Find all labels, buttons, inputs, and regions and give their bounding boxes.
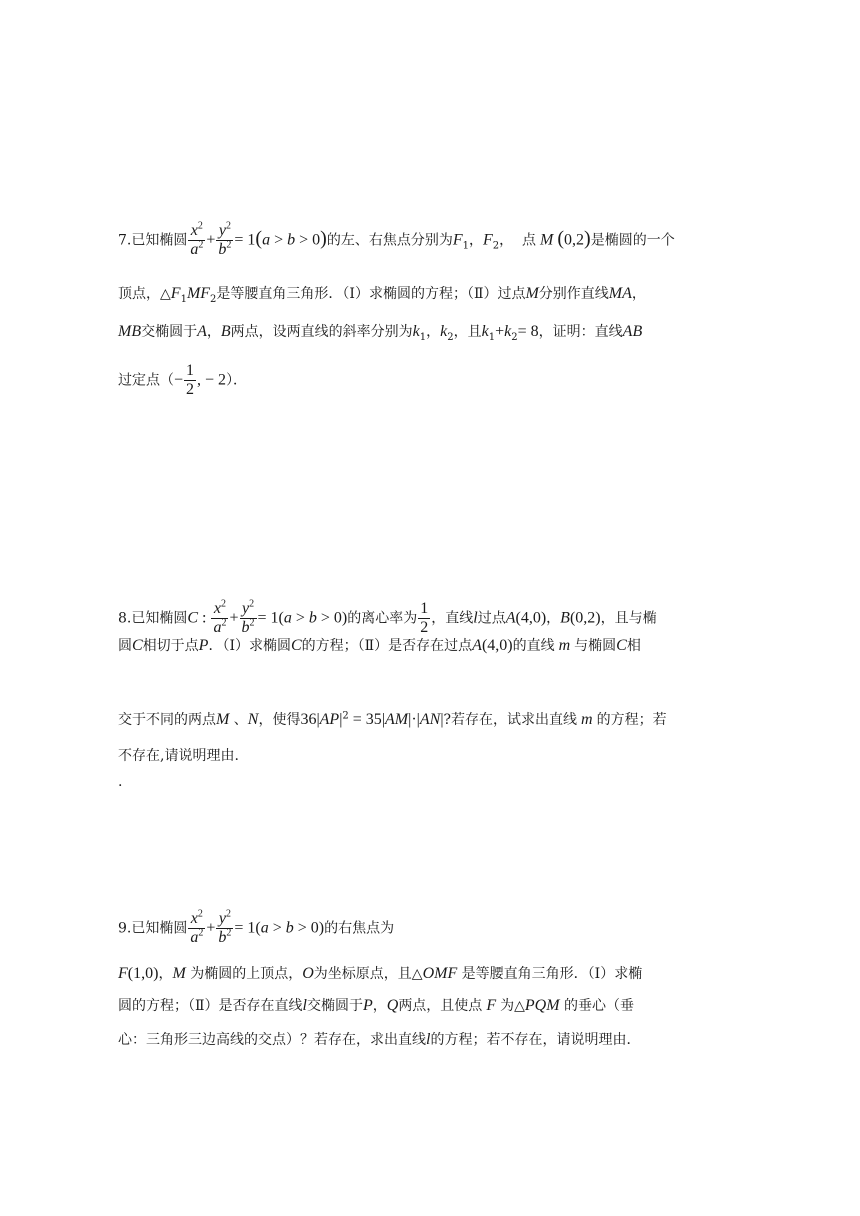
- problem-8-line-2: 圆C相切于点P．（Ⅰ）求椭圆C的方程；（Ⅱ）是否存在过点A(4,0)的直线 m 与椭圆C相: [118, 637, 641, 654]
- problem-7-line-2: 顶点，$\triangle F_1MF_2$是等腰直角三角形．（Ⅰ）求椭圆的方程；（Ⅱ）过点M分别作直线MA，: [118, 285, 646, 305]
- problem-8-line-1: 8.已知椭圆C : $\frac{x^2}{a^2}$ + $\frac{y^2}{b^2}$ = 1(a > b > 0)的离心率为 $\frac{1}{2}$ ，直线l过点A(4,0)，B(0,2)，且与椭: [118, 598, 657, 636]
- fraction-y2-b2: $\frac{y^2}{b^2}$: [241, 598, 255, 636]
- problem-9-line-2: F(1,0)，M 为椭圆的上顶点，O为坐标原点，且△OMF 是等腰直角三角形．（Ⅰ）求椭: [118, 965, 643, 982]
- problem-8-line-3: 交于不同的两点M 、N，使得$36|AP|^2 = 35|AM|\cdot|AN|$?若存在，试求出直线 m 的方程；若: [118, 710, 667, 728]
- problem-7-line-3: MB交椭圆于A，B两点，设两直线的斜率分别为$k_1$，$k_2$，且$k_1+k_2= 8$，证明：直线AB: [118, 323, 643, 343]
- problem-9-line-3: 圆的方程；（Ⅱ）是否存在直线l交椭圆于P，Q两点，且使点 F 为△PQM 的垂心（垂: [118, 997, 634, 1014]
- problem-7-number: 7.: [118, 232, 132, 249]
- fraction-1-2: $\frac{1}{2}$: [420, 600, 429, 636]
- fraction-y2-b2: $\frac{y^2}{b^2}$: [218, 908, 232, 946]
- fraction-1-2: $\frac{1}{2}$: [186, 362, 195, 398]
- problem-7-line-4: 过定点（− $\frac{1}{2}$ , − 2）．: [118, 362, 248, 398]
- stray-dot: .: [118, 774, 123, 790]
- problem-9-line-1: 9.已知椭圆 $\frac{x^2}{a^2}$ + $\frac{y^2}{b^2}$ = 1(a > b > 0)的右焦点为: [118, 908, 395, 946]
- fraction-y2-b2: $\frac{y^2}{b^2}$: [218, 220, 232, 258]
- problem-8-line-4: 不存在,请说明理由.: [118, 748, 239, 764]
- problem-8-number: 8.: [118, 610, 132, 627]
- fraction-x2-a2: $\frac{x^2}{a^2}$: [190, 220, 204, 258]
- fraction-x2-a2: $\frac{x^2}{a^2}$: [213, 598, 227, 636]
- problem-9-line-4: 心：三角形三边高线的交点）？若存在，求出直线l的方程；若不存在，请说明理由．: [118, 1031, 641, 1048]
- problem-7-line-1: 7.已知椭圆 $\frac{x^2}{a^2}$ + $\frac{y^2}{b^2}$ = 1(a > b > 0)的左、右焦点分别为$F_1$，$F_2$， 点 M (0,2)是椭圆的一个: [118, 220, 675, 258]
- fraction-x2-a2: $\frac{x^2}{a^2}$: [190, 908, 204, 946]
- problem-9-number: 9.: [118, 920, 132, 937]
